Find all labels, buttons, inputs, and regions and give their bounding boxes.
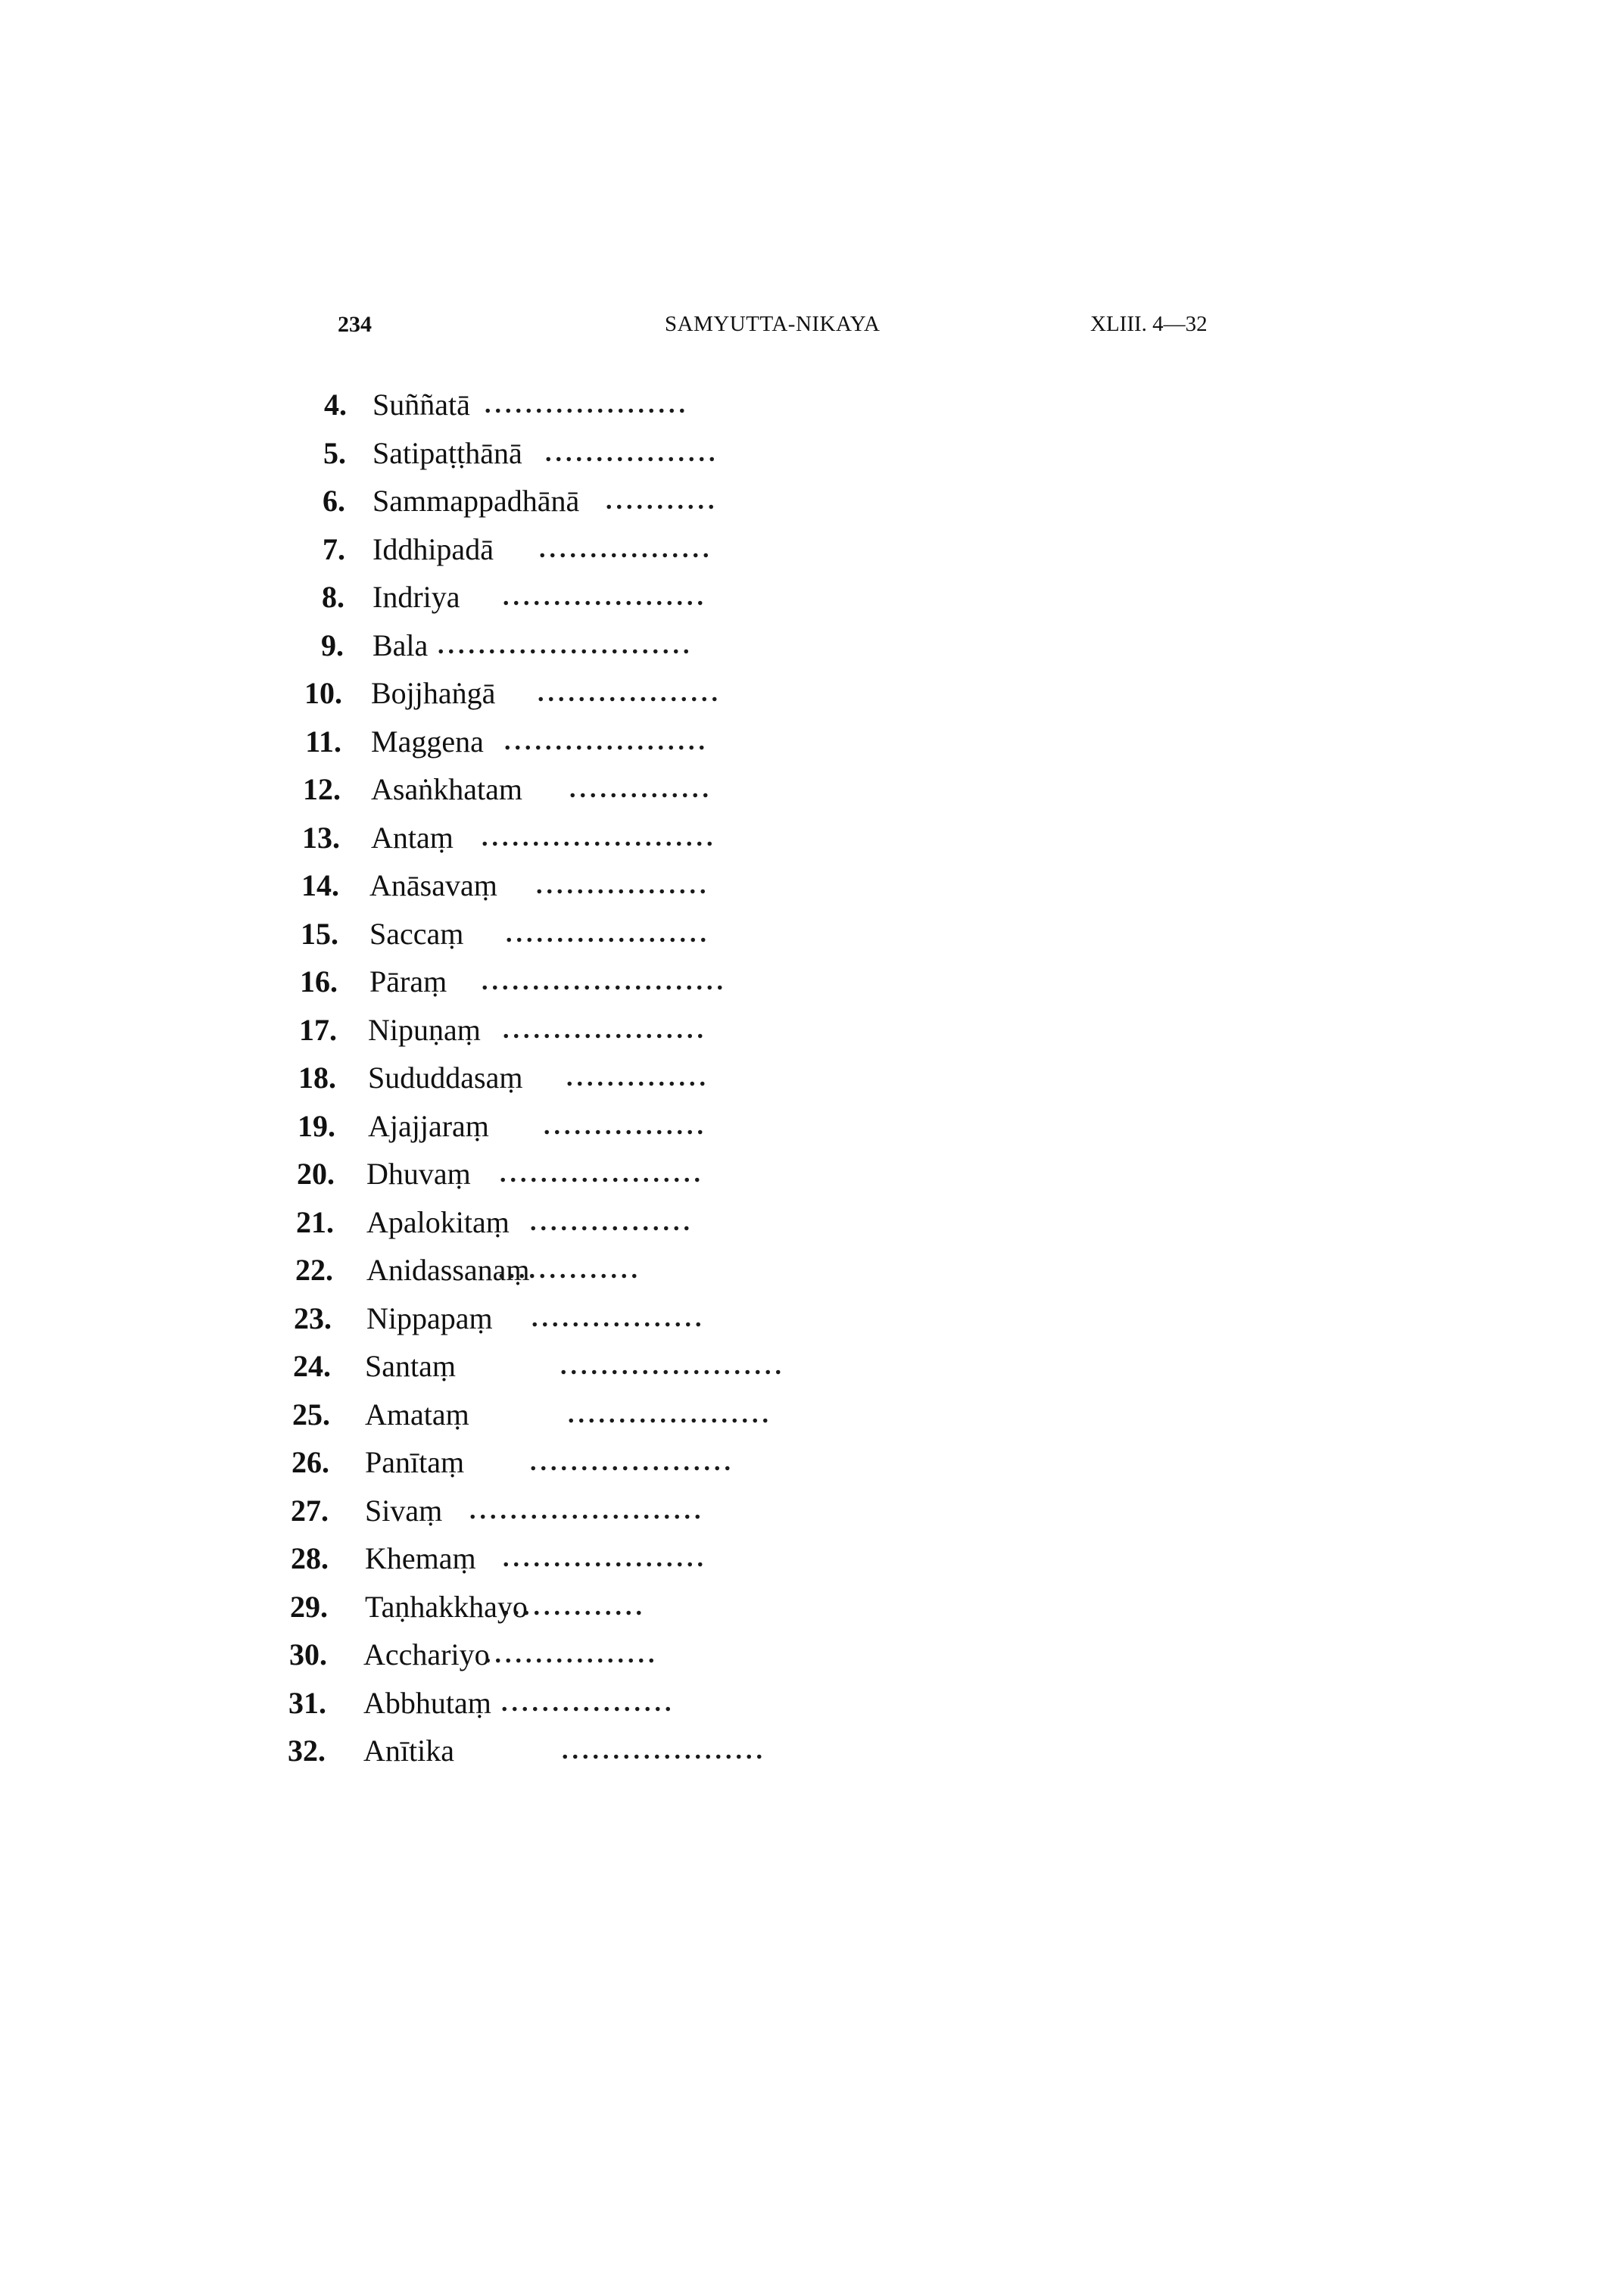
dot-leader: .................... (485, 391, 689, 419)
list-item (0, 429, 1624, 478)
item-number: 26. (291, 1445, 329, 1479)
list-item (0, 1583, 1624, 1631)
item-label: Sivaṃ (365, 1493, 443, 1528)
list-item (0, 1246, 1624, 1294)
list-item (0, 765, 1624, 814)
item-number: 18. (298, 1061, 336, 1095)
item-label: Anidassanaṃ (366, 1253, 530, 1287)
item-label: Abbhutaṃ (363, 1685, 491, 1720)
list-item (0, 958, 1624, 1006)
item-label: Bojjhaṅgā (371, 676, 496, 710)
dot-leader: .................... (503, 583, 707, 611)
dot-leader: ................. (536, 871, 710, 899)
item-label: Satipaṭṭhānā (372, 435, 522, 470)
dot-leader: .................... (503, 1544, 707, 1572)
section-reference: XLIII. 4—32 (1090, 312, 1208, 336)
running-head (0, 312, 1624, 342)
dot-leader: .............. (566, 1064, 709, 1092)
item-label: Bala (372, 628, 429, 662)
list-item (0, 1150, 1624, 1198)
item-number: 10. (304, 676, 342, 710)
dot-leader: .............. (503, 1592, 646, 1621)
dot-leader: ................. (545, 438, 719, 467)
item-label: Iddhipadā (372, 531, 494, 566)
item-number: 5. (323, 435, 346, 470)
item-number: 21. (296, 1204, 334, 1239)
dot-leader: ......................... (438, 631, 694, 659)
item-label: Dhuvaṃ (366, 1157, 471, 1191)
list-item (0, 525, 1624, 574)
item-label: Anītika (363, 1734, 454, 1768)
dot-leader: ................. (501, 1688, 675, 1717)
list-item (0, 1823, 1624, 1871)
list-item (0, 718, 1624, 766)
item-label: Saccaṃ (369, 916, 464, 951)
list-item (0, 1198, 1624, 1247)
item-number: 19. (298, 1108, 335, 1143)
item-label: Anāsavaṃ (369, 868, 497, 902)
item-label: Asaṅkhatam (371, 772, 522, 806)
item-number: 16. (300, 964, 338, 999)
dot-leader: ........... (606, 487, 718, 515)
item-label: Antaṃ (371, 820, 454, 855)
list-item (0, 622, 1624, 670)
item-label: Nipuṇaṃ (368, 1012, 481, 1047)
item-number: 22. (295, 1253, 333, 1287)
list-item (0, 814, 1624, 862)
dot-leader: ................ (530, 1207, 694, 1236)
list-item (0, 1727, 1624, 1775)
item-number: 28. (291, 1541, 329, 1575)
item-number: 32. (288, 1734, 326, 1768)
item-number: 13. (302, 820, 340, 855)
item-label: Maggena (371, 724, 484, 759)
dot-leader: ................. (485, 1640, 659, 1668)
item-number: 27. (291, 1493, 329, 1528)
list-item (0, 1631, 1624, 1679)
dot-leader: .............. (498, 1256, 641, 1284)
item-number: 23. (294, 1301, 332, 1335)
item-label: Khemaṃ (365, 1541, 476, 1575)
item-label: Panītaṃ (365, 1445, 465, 1479)
item-number: 6. (323, 484, 345, 518)
item-number: 12. (303, 772, 341, 806)
item-number: 31. (288, 1685, 326, 1720)
list-item (0, 669, 1624, 718)
item-label: Taṇhakkhayo (365, 1589, 528, 1624)
dot-leader: .............. (569, 775, 712, 803)
item-number: 29. (290, 1589, 328, 1624)
list-item (0, 381, 1624, 429)
item-number: 4. (324, 388, 347, 422)
dot-leader: .................... (500, 1160, 704, 1188)
item-label: Sududdasaṃ (368, 1061, 523, 1095)
item-number: 14. (301, 868, 339, 902)
list-item (0, 1871, 1624, 1920)
dot-leader: ................ (544, 1111, 707, 1140)
item-label: Suññatā (372, 388, 470, 422)
list-item (0, 1679, 1624, 1728)
list-item (0, 1006, 1624, 1055)
item-number: 15. (301, 916, 338, 951)
item-number: 9. (321, 628, 344, 662)
dot-leader: ....................... (482, 823, 717, 852)
item-label: Indriya (372, 580, 460, 614)
list-item (0, 1102, 1624, 1151)
item-label: Acchariyo (363, 1637, 490, 1671)
list-item (0, 573, 1624, 622)
dot-leader: ....................... (469, 1496, 705, 1525)
item-number: 30. (289, 1637, 327, 1671)
item-label: Ajajjaraṃ (368, 1108, 489, 1143)
list-item (0, 477, 1624, 525)
item-number: 17. (299, 1012, 337, 1047)
dot-leader: ........................ (482, 967, 727, 995)
list-item (0, 1294, 1624, 1343)
book-title: SAMYUTTA-NIKAYA (665, 312, 881, 336)
item-label: Sammappadhānā (372, 484, 580, 518)
dot-leader: .................. (538, 679, 722, 707)
item-label: Santaṃ (365, 1349, 456, 1383)
item-label: Pāraṃ (369, 964, 447, 999)
list-item (0, 1391, 1624, 1439)
dot-leader: .................... (562, 1737, 766, 1765)
dot-leader: .................... (504, 727, 709, 756)
list-item (0, 1534, 1624, 1583)
item-label: Nippapaṃ (366, 1301, 493, 1335)
item-number: 20. (297, 1157, 335, 1191)
dot-leader: .................... (568, 1400, 772, 1428)
dot-leader: .................... (530, 1448, 734, 1476)
list-item (0, 1487, 1624, 1535)
list-item (0, 910, 1624, 958)
item-number: 25. (292, 1397, 330, 1432)
item-label: Apalokitaṃ (366, 1204, 510, 1239)
list-item (0, 1054, 1624, 1102)
item-number: 8. (322, 580, 344, 614)
dot-leader: .................... (503, 1015, 707, 1044)
list-item (0, 1919, 1624, 1967)
item-number: 7. (323, 531, 345, 566)
item-number: 24. (293, 1349, 331, 1383)
page-number: 234 (338, 312, 372, 337)
dot-leader: ................. (539, 534, 713, 563)
item-label: Amataṃ (365, 1397, 469, 1432)
dot-leader: .................... (506, 919, 710, 948)
sutta-list (0, 381, 1624, 1967)
list-item (0, 1775, 1624, 1824)
dot-leader: ...................... (560, 1352, 785, 1380)
list-item (0, 1342, 1624, 1391)
list-item (0, 861, 1624, 910)
dot-leader: ................. (531, 1304, 706, 1332)
item-number: 11. (305, 724, 341, 759)
list-item (0, 1438, 1624, 1487)
